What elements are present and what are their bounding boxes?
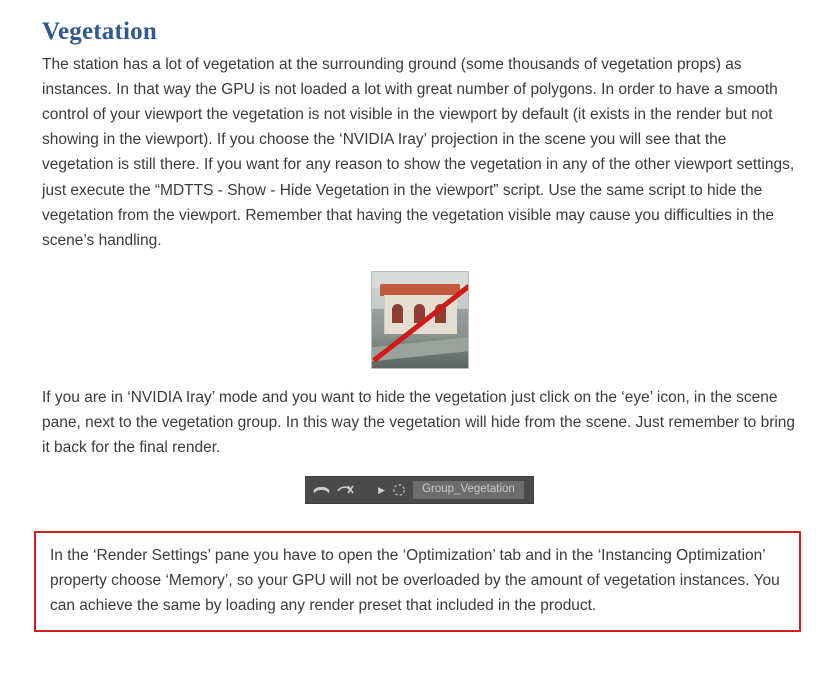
page-title: Vegetation <box>42 18 157 45</box>
scene-pane-row[interactable] <box>305 476 534 504</box>
group-node-icon <box>392 483 406 497</box>
figure-vegetation-thumbnail <box>40 271 799 369</box>
callout-text: In the ‘Render Settings’ pane you have to open the ‘Optimization’ tab and in the ‘Instancing Optimization’ property choose ‘Memory’, so your GPU will not be overloaded by the amount of vegetation instances. You can achieve the same by loading any render preset that included in the product. <box>50 547 780 615</box>
eye-icon[interactable] <box>313 485 330 496</box>
scene-pane-figure <box>40 476 799 504</box>
group-vegetation-label[interactable]: Group_Vegetation <box>413 481 524 500</box>
station-photo-image <box>371 271 469 369</box>
expand-arrow-icon[interactable]: ▶ <box>378 484 386 495</box>
callout-render-settings <box>34 531 801 632</box>
eye-hidden-icon[interactable] <box>337 484 354 496</box>
paragraph-vegetation-overview: The station has a lot of vegetation at the surrounding ground (some thousands of vegetation props) as instances. In that way the GPU is not loaded a lot with great number of polygons. In order to have a smooth control of your viewport the vegetation is not visible in the viewport by default (it exists in the render but not showing in the viewport). If you choose the ‘NVIDIA Iray’ projection in the scene you will see that the vegetation is still there. If you want for any reason to show the vegetation in any of the other viewport settings, just execute the “MDTTS - Show - Hide Vegetation in the viewport” script. Use the same script to hide the vegetation from the viewport. Remember that having the vegetation visible may cause you difficulties in the scene’s handling. <box>42 56 795 249</box>
paragraph-hide-vegetation: If you are in ‘NVIDIA Iray’ mode and you want to hide the vegetation just click on the ‘eye’ icon, in the scene pane, next to the vegetation group. In this way the vegetation will hide from the scene. Just remember to bring it back for the final render. <box>42 388 796 457</box>
photo-window-left <box>392 304 403 323</box>
